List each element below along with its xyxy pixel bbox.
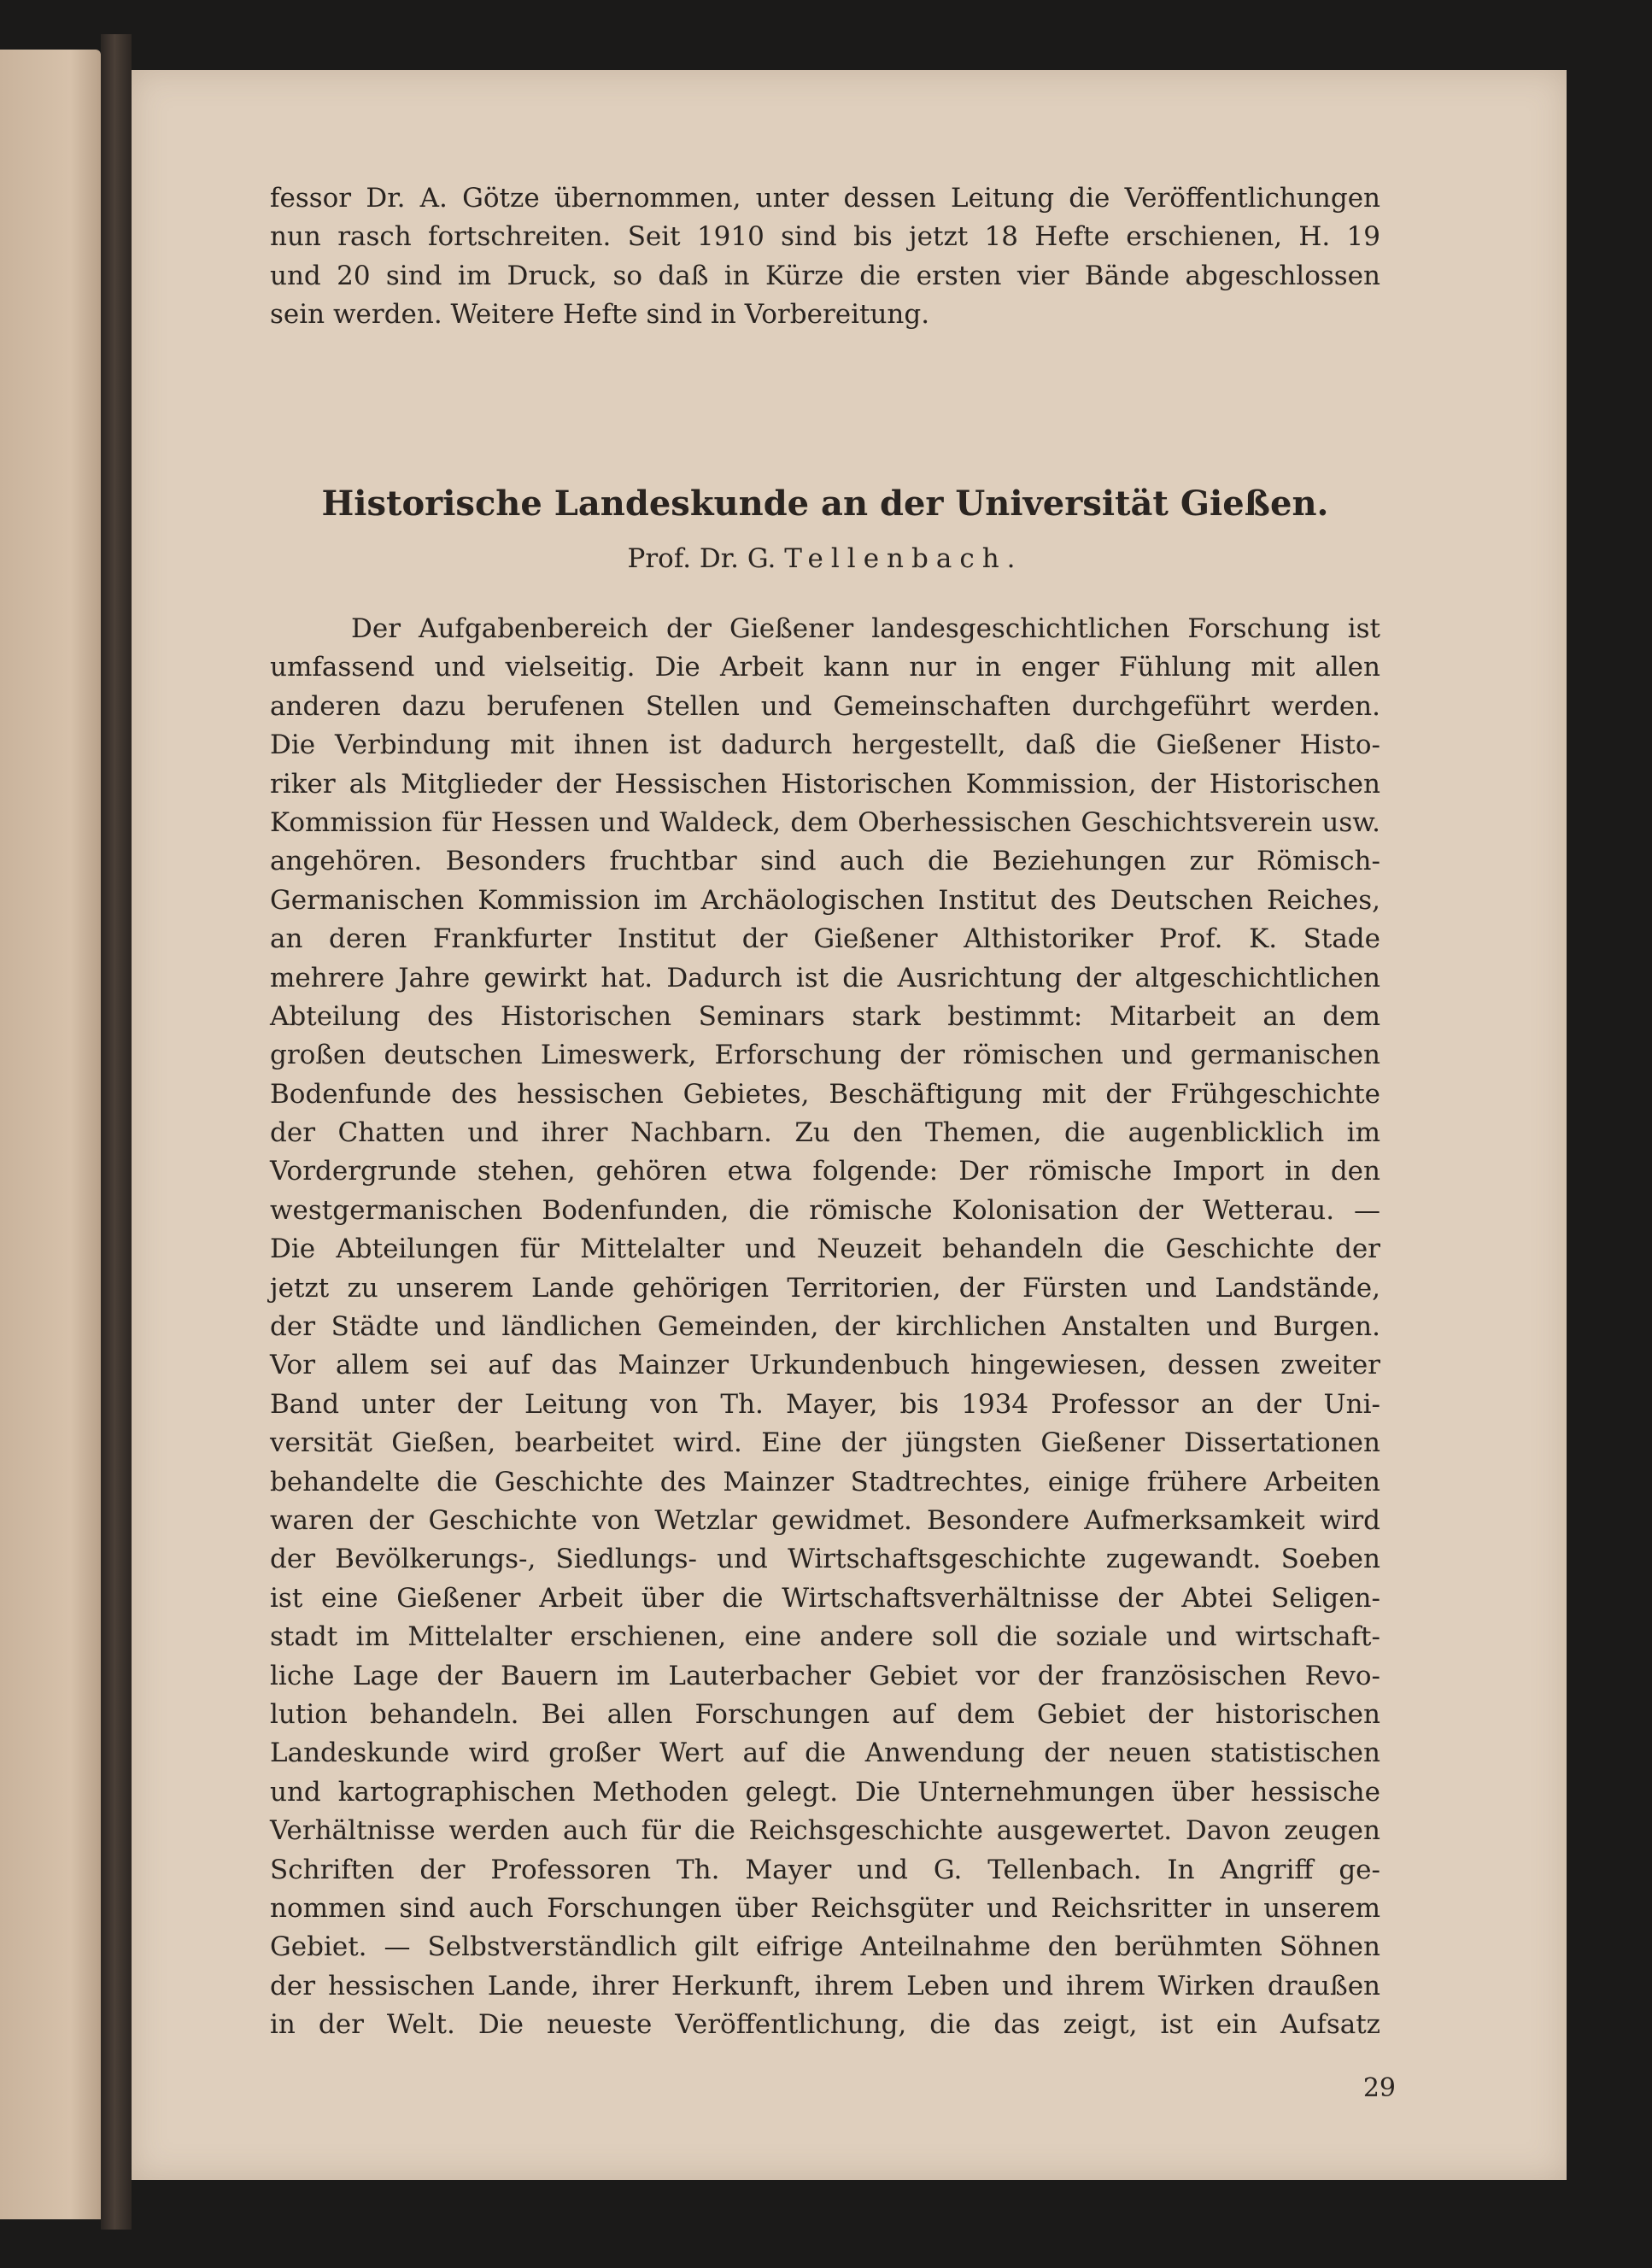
text-line: großen deutschen Limeswerk, Erforschung der römischen und germanischen [270,1040,1380,1071]
top-paragraph [270,179,1380,335]
text-line: umfassend und vielseitig. Die Arbeit kann nur in enger Fühlung mit allen [270,652,1380,683]
text-line: und 20 sind im Druck, so daß in Kürze die ersten vier Bände abgeschlossen [270,260,1380,291]
text-line: der Chatten und ihrer Nachbarn. Zu den Themen, die augenblicklich im [270,1117,1380,1149]
text-line: Vordergrunde stehen, gehören etwa folgende: Der römische Import in den [270,1156,1380,1187]
text-line: der hessischen Lande, ihrer Herkunft, ihrem Leben und ihrem Wirken draußen [270,1970,1380,2001]
text-line: Abteilung des Historischen Seminars stark bestimmt: Mitarbeit an dem [270,1000,1380,1032]
text-line: Verhältnisse werden auch für die Reichsgeschichte ausgewertet. Davon zeugen [270,1815,1380,1847]
body-paragraph [270,610,1380,2044]
text-line: Gebiet. — Selbstverständlich gilt eifrige Anteilnahme den berühmten Söhnen [270,1931,1380,1963]
text-line: anderen dazu berufenen Stellen und Gemeinschaften durchgeführt werden. [270,690,1380,722]
text-line: westgermanischen Bodenfunden, die römische Kolonisation der Wetterau. — [270,1194,1380,1226]
section-heading: Historische Landeskunde an der Universität Gießen. [321,483,1329,524]
author-name: Tellenbach. [784,543,1023,574]
text-line: stadt im Mittelalter erschienen, eine andere soll die soziale und wirtschaft- [270,1621,1380,1653]
text-line: lution behandeln. Bei allen Forschungen auf dem Gebiet der historischen [270,1698,1380,1730]
text-line: Landeskunde wird großer Wert auf die Anwendung der neuen statistischen [270,1738,1380,1769]
text-line: Germanischen Kommission im Archäologischen Institut des Deutschen Reiches, [270,884,1380,916]
book-gutter [101,34,132,2230]
text-line: riker als Mitglieder der Hessischen Historischen Kommission, der Historischen [270,768,1380,800]
book-page [132,70,1567,2180]
text-line: sein werden. Weitere Hefte sind in Vorbereitung. [270,299,930,331]
text-line: angehören. Besonders fruchtbar sind auch die Beziehungen zur Römisch- [270,846,1380,877]
text-line: Kommission für Hessen und Waldeck, dem Oberhessischen Geschichtsverein usw. [270,806,1380,838]
text-line: waren der Geschichte von Wetzlar gewidmet. Besondere Aufmerksamkeit wird [270,1504,1380,1536]
left-page-edge [0,50,101,2219]
text-line: Vor allem sei auf das Mainzer Urkundenbuch hingewiesen, dessen zweiter [270,1350,1380,1381]
text-line: liche Lage der Bauern im Lauterbacher Gebiet vor der französischen Revo- [270,1660,1380,1691]
text-line: der Städte und ländlichen Gemeinden, der kirchlichen Anstalten und Burgen. [270,1311,1380,1343]
text-line: jetzt zu unserem Lande gehörigen Territorien, der Fürsten und Landstände, [270,1272,1380,1304]
text-line: ist eine Gießener Arbeit über die Wirtschaftsverhältnisse der Abtei Seligen- [270,1582,1380,1614]
text-line: fessor Dr. A. Götze übernommen, unter dessen Leitung die Veröffentlichungen [270,183,1380,214]
author-line [270,538,1380,579]
text-line: versität Gießen, bearbeitet wird. Eine der jüngsten Gießener Dissertationen [270,1427,1380,1459]
text-line: behandelte die Geschichte des Mainzer Stadtrechtes, einige frühere Arbeiten [270,1466,1380,1497]
text-line: Die Abteilungen für Mittelalter und Neuzeit behandeln die Geschichte der [270,1234,1380,1265]
text-line: an deren Frankfurter Institut der Gießener Althistoriker Prof. K. Stade [270,923,1380,955]
text-line: Bodenfunde des hessischen Gebietes, Beschäftigung mit der Frühgeschichte [270,1078,1380,1110]
text-line: Der Aufgabenbereich der Gießener landesgeschichtlichen Forschung ist [351,613,1380,644]
text-line: Schriften der Professoren Th. Mayer und G. Tellenbach. In Angriff ge- [270,1854,1380,1885]
text-line: Band unter der Leitung von Th. Mayer, bis 1934 Professor an der Uni- [270,1388,1380,1420]
page-number: 29 [1362,2073,1396,2103]
text-line: in der Welt. Die neueste Veröffentlichung, die das zeigt, ist ein Aufsatz [270,2009,1380,2041]
author-prefix: Prof. Dr. G. [627,543,776,574]
text-line: Die Verbindung mit ihnen ist dadurch hergestellt, daß die Gießener Histo- [270,730,1380,761]
text-line: nun rasch fortschreiten. Seit 1910 sind bis jetzt 18 Hefte erschienen, H. 19 [270,221,1380,253]
text-line: nommen sind auch Forschungen über Reichsgüter und Reichsritter in unserem [270,1892,1380,1924]
text-line: mehrere Jahre gewirkt hat. Dadurch ist die Ausrichtung der altgeschichtlichen [270,962,1380,993]
text-line: und kartographischen Methoden gelegt. Die Unternehmungen über hessische [270,1776,1380,1808]
text-line: der Bevölkerungs-, Siedlungs- und Wirtschaftsgeschichte zugewandt. Soeben [270,1544,1380,1575]
